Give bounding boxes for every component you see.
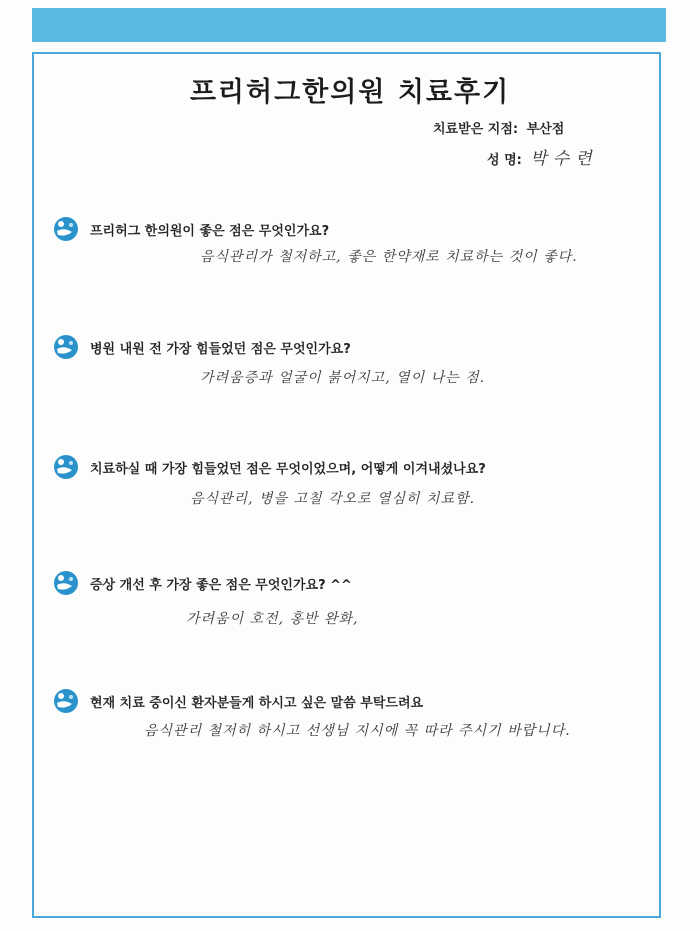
name-label: 성 명:: [487, 153, 522, 168]
answer-text: 음식관리가 철저하고, 좋은 한약재로 치료하는 것이 좋다.: [200, 249, 578, 265]
hug-logo-icon: [52, 688, 80, 714]
hug-logo-icon: [52, 454, 80, 480]
hug-logo-icon: [52, 216, 80, 242]
header-color-bar: [32, 8, 666, 42]
branch-value: 부산점: [526, 122, 565, 137]
answer-text: 가려움이 호전, 홍반 완화,: [186, 611, 359, 627]
qa-item-2: [52, 334, 642, 362]
qa-item-3: [52, 454, 642, 482]
branch-label: 치료받은 지점:: [433, 122, 519, 137]
document-frame: [32, 52, 661, 918]
qa-item-4: [52, 570, 642, 598]
question-text: 현재 치료 중이신 환자분들게 하시고 싶은 말씀 부탁드려요: [90, 696, 424, 711]
name-row: [487, 144, 598, 169]
question-text: 병원 내원 전 가장 힘들었던 점은 무엇인가요?: [90, 342, 351, 357]
answer-text: 음식관리, 병을 고칠 각오로 열심히 치료함.: [190, 491, 476, 507]
question-text: 치료하실 때 가장 힘들었던 점은 무엇이었으며, 어떻게 이겨내셨나요?: [90, 462, 486, 477]
question-text: 프리허그 한의원이 좋은 점은 무엇인가요?: [90, 224, 330, 239]
branch-row: [433, 118, 564, 137]
page-title: 프리허그한의원 치료후기: [189, 77, 511, 108]
hug-logo-icon: [52, 334, 80, 360]
answer-text: 음식관리 철저히 하시고 선생님 지시에 꼭 따라 주시기 바랍니다.: [144, 723, 571, 739]
answer-text: 가려움증과 얼굴이 붉어지고, 열이 나는 점.: [200, 370, 486, 386]
qa-item-1: [52, 216, 642, 244]
qa-item-5: [52, 688, 642, 716]
name-value: 박수련: [530, 149, 598, 169]
question-text: 증상 개선 후 가장 좋은 점은 무엇인가요? ^^: [90, 578, 352, 593]
hug-logo-icon: [52, 570, 80, 596]
